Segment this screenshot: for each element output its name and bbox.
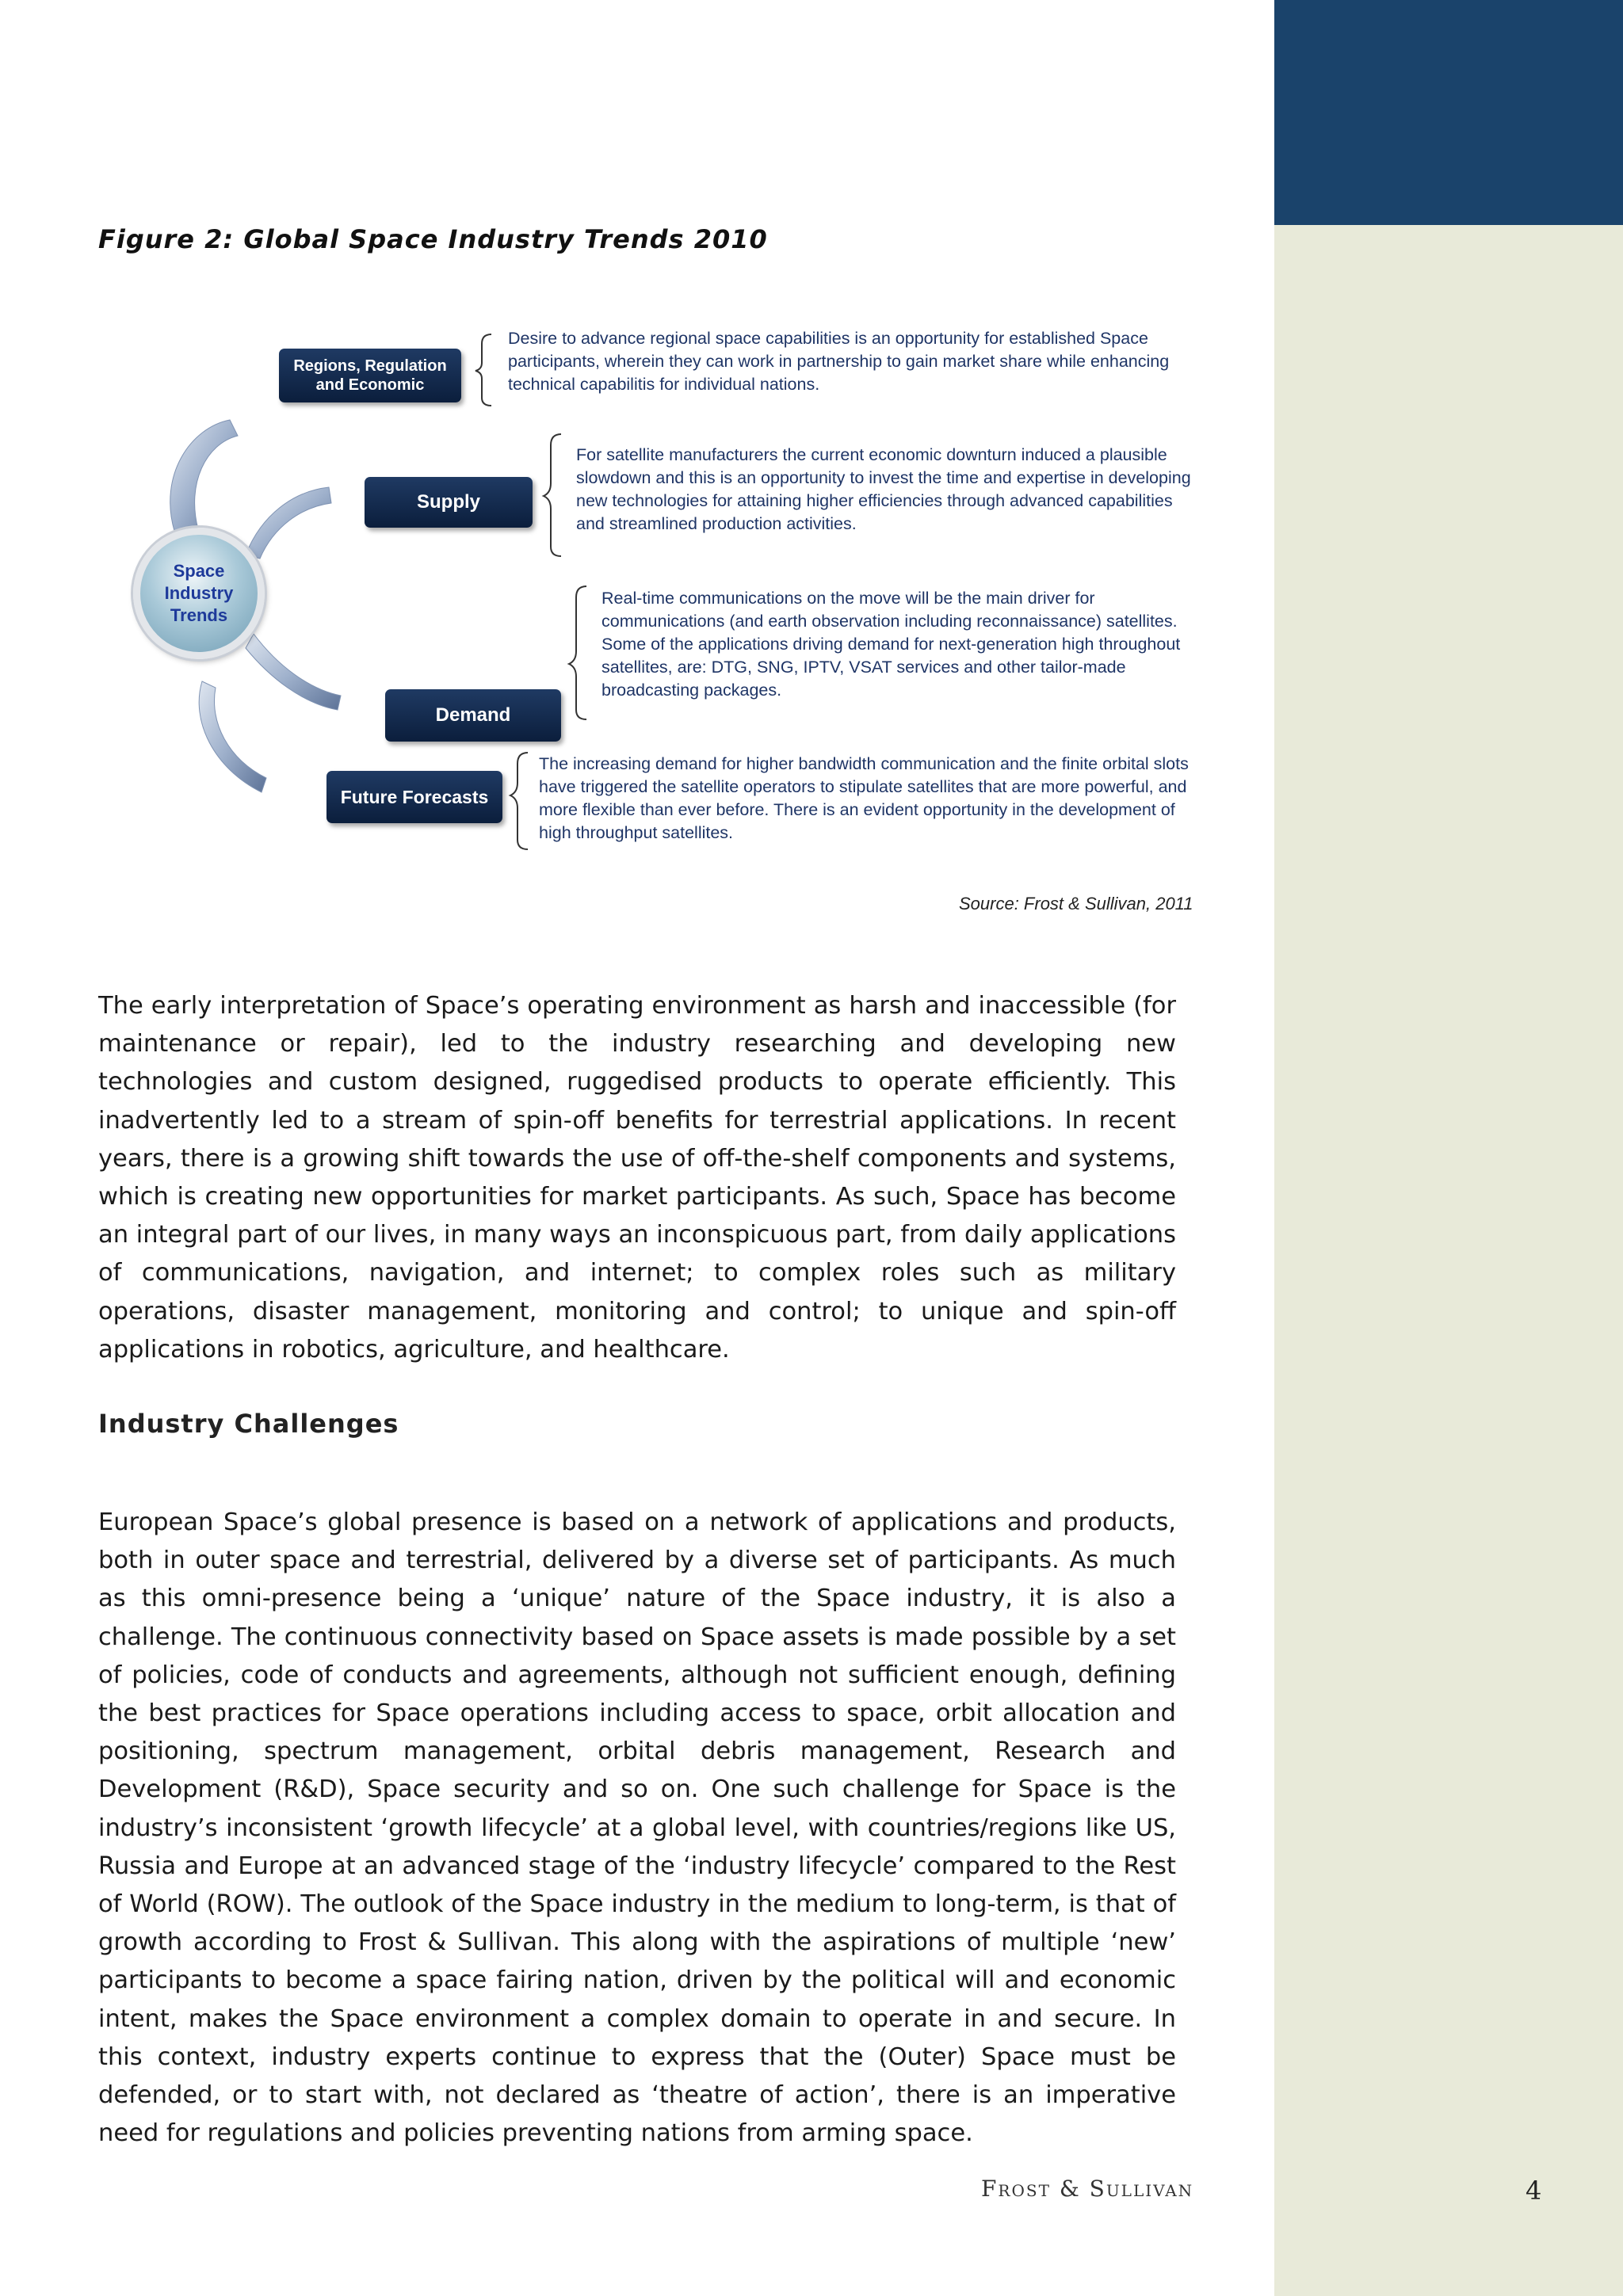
ribbon-demand [246, 634, 341, 710]
brace-future [510, 753, 528, 849]
right-sidebar [1274, 0, 1623, 2296]
hub-space-industry-trends [133, 528, 265, 659]
node-demand: Demand [385, 689, 561, 742]
trends-diagram [127, 317, 1205, 871]
node-supply: Supply [365, 477, 533, 528]
body-paragraph-1: The early interpretation of Space’s operating environment as harsh and inaccessible (for maintenance or repair), led to the industry researching and developing new technologies and custom designed, ruggedised products to operate efficiently. This inadvertently led to a stream of spin-off benefits for terrestrial applications. In recent years, there is a growing shift towards the use of off-the-shelf components and systems, which is creating new opportunities for market participants. As such, Space has become an integral part of our lives, in many ways an inconspicuous part, from daily applications of communications, navigation, and internet; to complex roles such as military operations, disaster management, monitoring and control; to unique and spin-off applications in robotics, agriculture, and healthcare. [98, 992, 1176, 1363]
ribbon-supply [246, 487, 331, 559]
ribbon-future [199, 681, 266, 792]
page-number: 4 [1526, 2176, 1542, 2206]
brace-supply [544, 434, 561, 556]
footer-brand: Frost & Sullivan [981, 2176, 1194, 2202]
desc-demand: Real-time communications on the move will be the main driver for communications (and earth observation including reconnaissance) satellites. Some of the applications driving demand for next-generation high throughout satellites, are: DTG, SNG, IPTV, VSAT services and other tailor-made broadcasting packages. [601, 589, 1181, 700]
sidebar-header-block [1274, 0, 1623, 225]
figure-source: Source: Frost & Sullivan, 2011 [959, 894, 1193, 913]
ribbon-regions [170, 420, 238, 531]
brace-demand [569, 586, 586, 719]
brace-regions [475, 334, 491, 406]
figure-title: Figure 2: Global Space Industry Trends 2010 [98, 224, 768, 254]
body-paragraph-2: European Space’s global presence is based on a network of applications and products, both in outer space and terrestrial, delivered by a diverse set of participants. As much as this omni-presence being a ‘unique’ nature of the Space industry, it is also a challenge. The continuous connectivity based on Space assets is made possible by a set of policies, code of conducts and agreements, although not sufficient enough, defining the best practices for Space operations including access to space, orbit allocation and positioning, spectrum management, orbital debris management, Research and Development (R&D), Space security and so on. One such challenge for Space is the industry’s inconsistent ‘growth lifecycle’ at a global level, with countries/regions like US, Russia and Europe at an advanced stage of the ‘industry lifecycle’ compared to the Rest of World (ROW). The outlook of the Space industry in the medium to long-term, is that of growth according to Frost & Sullivan. This along with the aspirations of multiple ‘new’ participants to become a space fairing nation, driven by the political will and economic intent, makes the Space environment a complex domain to operate in and secure. In this context, industry experts continue to express that the (Outer) Space must be defended, or to start with, not declared as ‘theatre of action’, there is an imperative need for regulations and policies preventing nations from arming space. [98, 1508, 1176, 2148]
desc-regions: Desire to advance regional space capabilities is an opportunity for established Space participants, wherein they can work in partnership to gain market share while enhancing technical capabilitis for individual nations. [508, 329, 1170, 394]
section-heading: Industry Challenges [98, 1409, 399, 1439]
desc-supply: For satellite manufacturers the current economic downturn induced a plausible slowdown and this is an opportunity to invest the time and expertise in developing new technologies for attaining higher efficiencies through advanced capabilities and streamlined production activities. [576, 445, 1191, 533]
desc-future-forecasts: The increasing demand for higher bandwidth communication and the finite orbital slots have triggered the satellite operators to stipulate satellites that are more powerful, and more flexible than ever before. There is an evident opportunity in the development of high throughput satellites. [539, 754, 1189, 842]
hub-label: Space Industry Trends [164, 561, 234, 625]
node-regions: Regions, Regulation and Economic [279, 349, 461, 402]
node-future-forecasts: Future Forecasts [327, 771, 502, 823]
